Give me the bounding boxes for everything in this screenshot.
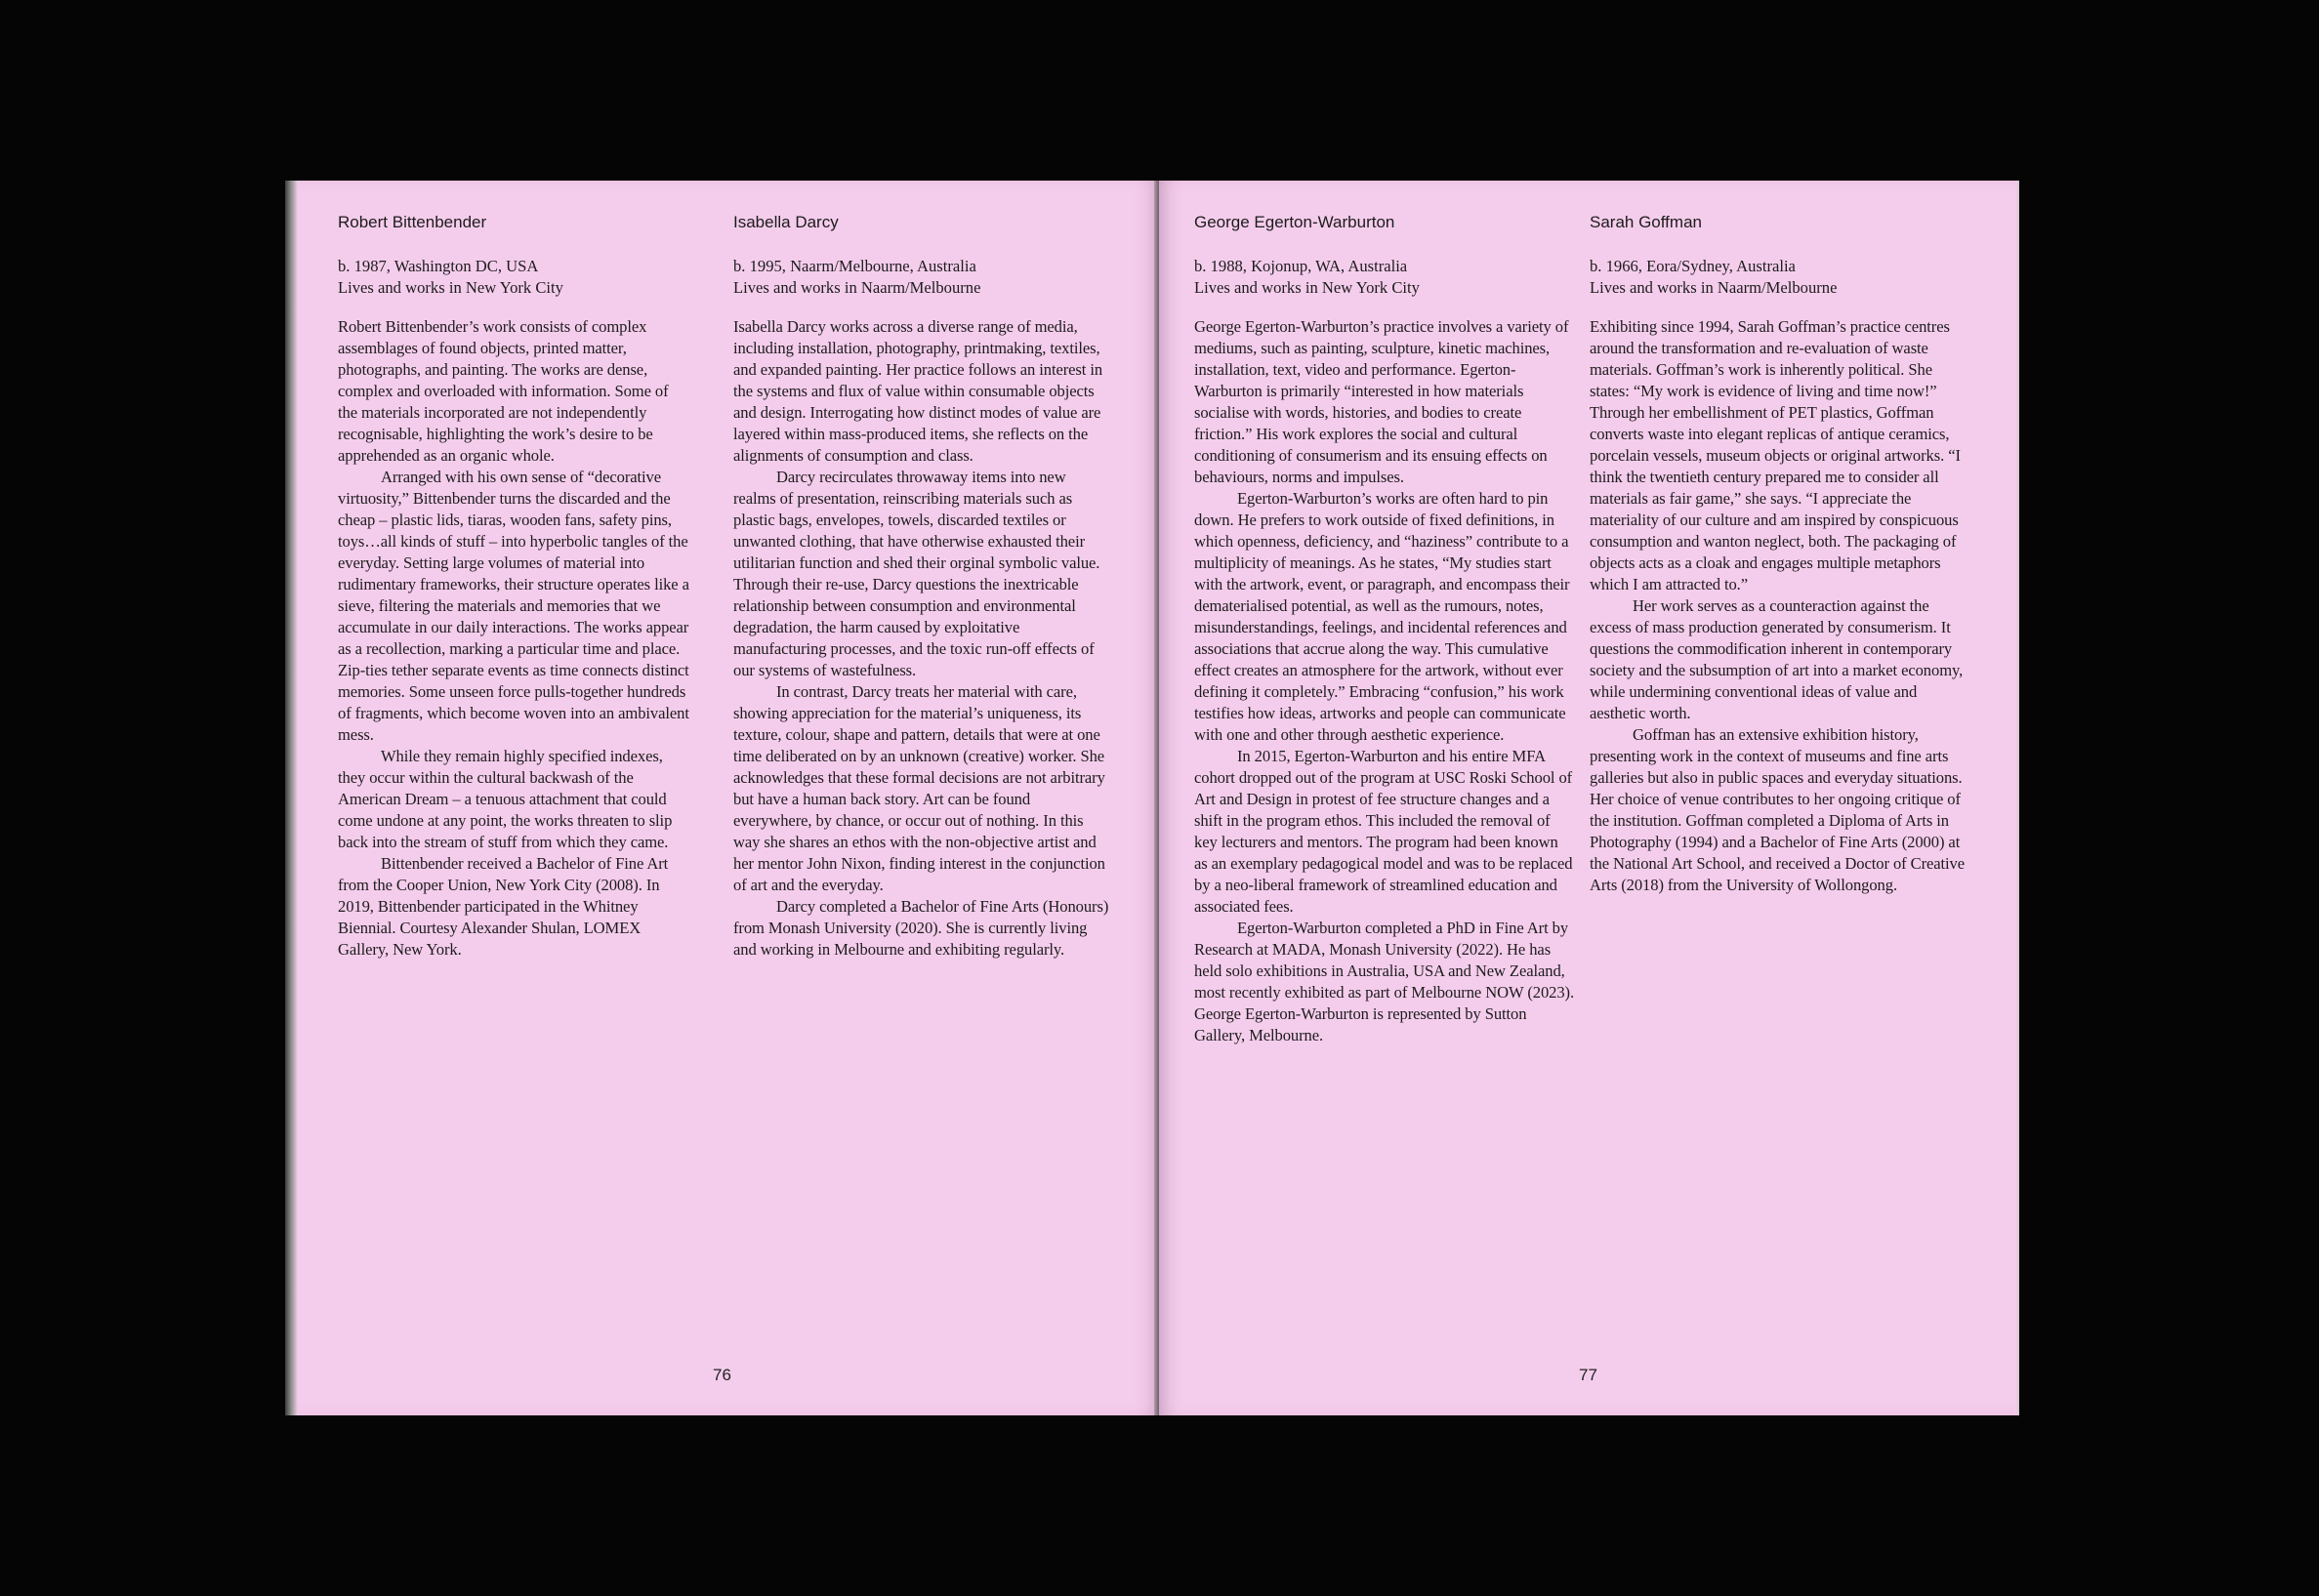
artist-bio (338, 316, 689, 961)
left-page (285, 181, 1159, 1415)
right-page (1159, 181, 2019, 1415)
artist-name: George Egerton-Warburton (1194, 213, 1395, 231)
bio-paragraph: While they remain highly specified indexes, they occur within the cultural backwash of the American Dream – a tenuous attachment that could come undone at any point, the works threaten to slip back into the stream of stuff from which they came. (338, 747, 673, 851)
bio-paragraph: Bittenbender received a Bachelor of Fine Art from the Cooper Union, New York City (2008). In 2019, Bittenbender participated in the Whitney Biennial. Courtesy Alexander Shulan, LOMEX Gallery, New York. (338, 854, 669, 959)
artist-name: Isabella Darcy (733, 213, 839, 231)
artist-column-egerton-warburton (1194, 212, 1575, 1046)
artist-born: b. 1987, Washington DC, USA (338, 257, 539, 275)
artist-bio (1590, 316, 1972, 896)
bio-paragraph: In contrast, Darcy treats her material with care, showing appreciation for the material’s uniqueness, its texture, colour, shape and pattern, details that were at one time deliberated on by an unknown (creative) worker. She acknowledges that these formal decisions are not arbitrary but have a human back story. Art can be found everywhere, by chance, or occur out of nothing. In this way she shares an ethos with the non-objective artist and her mentor John Nixon, finding interest in the conjunction of art and the everyday. (733, 682, 1105, 894)
artist-column-bittenbender (338, 212, 689, 961)
artist-meta (1590, 256, 1972, 299)
bio-paragraph: Darcy recirculates throwaway items into new realms of presentation, reinscribing materials such as plastic bags, envelopes, towels, discarded textiles or unwanted clothing, that have otherwise exhausted their utilitarian function and shed their orginal symbolic value. Through their re-use, Darcy questions the inextricable relationship between consumption and environmental degradation, the harm caused by exploitative manufacturing processes, and the toxic run-off effects of our systems of wastefulness. (733, 468, 1100, 679)
bio-paragraph: Exhibiting since 1994, Sarah Goffman’s practice centres around the transformation and re-evaluation of waste materials. Goffman’s work is inherently political. She states: “My work is evidence of living and time now!” Through her embellishment of PET plastics, Goffman converts waste into elegant replicas of antique ceramics, porcelain vessels, museum objects or original artworks. “I think the twentieth century prepared me to consider all materials as fair game,” she says. “I appreciate the materiality of our culture and am inspired by conspicuous consumption and wanton neglect, both. The packaging of objects acts as a cloak and engages multiple metaphors which I am attracted to.” (1590, 317, 1961, 593)
artist-column-darcy (733, 212, 1110, 961)
artist-bio (733, 316, 1110, 961)
bio-paragraph: Goffman has an extensive exhibition history, presenting work in the context of museums and fine arts galleries but also in public spaces and everyday situations. Her choice of venue contributes to her ongoing critique of the institution. Goffman completed a Diploma of Arts in Photography (1994) and a Bachelor of Fine Arts (2000) at the National Art School, and received a Doctor of Creative Arts (2018) from the University of Wollongong. (1590, 725, 1966, 894)
artist-name: Sarah Goffman (1590, 213, 1702, 231)
artist-column-goffman (1590, 212, 1972, 896)
bio-paragraph: Egerton-Warburton’s works are often hard to pin down. He prefers to work outside of fixed definitions, in which openness, deficiency, and “haziness” contribute to a multiplicity of meanings. As he states, “My studies start with the artwork, event, or paragraph, and encompass their dematerialised potential, as well as the rumours, notes, misunderstandings, feelings, and incidental references and associations that accrue along the way. This cumulative effect creates an atmosphere for the artwork, without ever defining it completely.” Embracing “confusion,” his work testifies how ideas, artworks and people can communicate with one and other through aesthetic experience. (1194, 489, 1570, 744)
book-spread (285, 181, 2019, 1415)
bio-paragraph: Darcy completed a Bachelor of Fine Arts (Honours) from Monash University (2020). She is currently living and working in Melbourne and exhibiting regularly. (733, 897, 1109, 959)
page-number-right: 77 (1579, 1366, 1597, 1384)
bio-paragraph: George Egerton-Warburton’s practice involves a variety of mediums, such as painting, sculpture, kinetic machines, installation, text, video and performance. Egerton-Warburton is primarily “interested in how materials socialise with words, histories, and bodies to create friction.” His work explores the social and cultural conditioning of consumerism and its ensuing effects on behaviours, norms and impulses. (1194, 317, 1569, 486)
artist-lives: Lives and works in Naarm/Melbourne (733, 278, 981, 297)
bio-paragraph: Isabella Darcy works across a diverse range of media, including installation, photography, printmaking, textiles, and expanded painting. Her practice follows an interest in the systems and flux of value within consumable objects and design. Interrogating how distinct modes of value are layered within mass-produced items, she reflects on the alignments of consumption and class. (733, 317, 1103, 465)
bio-paragraph: Arranged with his own sense of “decorative virtuosity,” Bittenbender turns the discarded and the cheap – plastic lids, tiaras, wooden fans, safety pins, toys…all kinds of stuff – into hyperbolic tangles of the everyday. Setting large volumes of material into rudimentary frameworks, their structure operates like a sieve, filtering the materials and memories that we accumulate in our daily interactions. The works appear as a recollection, marking a particular time and place. Zip-ties tether separate events as time connects distinct memories. Some unseen force pulls-together hundreds of fragments, which become woven into an ambivalent mess. (338, 468, 689, 744)
artist-born: b. 1988, Kojonup, WA, Australia (1194, 257, 1408, 275)
artist-lives: Lives and works in New York City (1194, 278, 1420, 297)
bio-paragraph: Robert Bittenbender’s work consists of complex assemblages of found objects, printed matter, photographs, and painting. The works are dense, complex and overloaded with information. Some of the materials incorporated are not independently recognisable, highlighting the work’s desire to be apprehended as an organic whole. (338, 317, 669, 465)
artist-lives: Lives and works in New York City (338, 278, 563, 297)
bio-paragraph: In 2015, Egerton-Warburton and his entire MFA cohort dropped out of the program at USC Roski School of Art and Design in protest of fee structure changes and a shift in the program ethos. This included the removal of key lecturers and mentors. The program had been known as an exemplary pedagogical model and was to be replaced by a neo-liberal framework of streamlined education and associated fees. (1194, 747, 1573, 916)
page-number-left: 76 (713, 1366, 731, 1384)
artist-name: Robert Bittenbender (338, 213, 487, 231)
artist-lives: Lives and works in Naarm/Melbourne (1590, 278, 1838, 297)
artist-born: b. 1995, Naarm/Melbourne, Australia (733, 257, 976, 275)
artist-meta (1194, 256, 1575, 299)
artist-meta (733, 256, 1110, 299)
artist-meta (338, 256, 689, 299)
artist-born: b. 1966, Eora/Sydney, Australia (1590, 257, 1796, 275)
bio-paragraph: Egerton-Warburton completed a PhD in Fine Art by Research at MADA, Monash University (2022). He has held solo exhibitions in Australia, USA and New Zealand, most recently exhibited as part of Melbourne NOW (2023). George Egerton-Warburton is represented by Sutton Gallery, Melbourne. (1194, 919, 1575, 1044)
bio-paragraph: Her work serves as a counteraction against the excess of mass production generated by consumerism. It questions the commodification inherent in contemporary society and the subsumption of art into a market economy, while undermining conventional ideas of value and aesthetic worth. (1590, 596, 1964, 722)
artist-bio (1194, 316, 1575, 1046)
